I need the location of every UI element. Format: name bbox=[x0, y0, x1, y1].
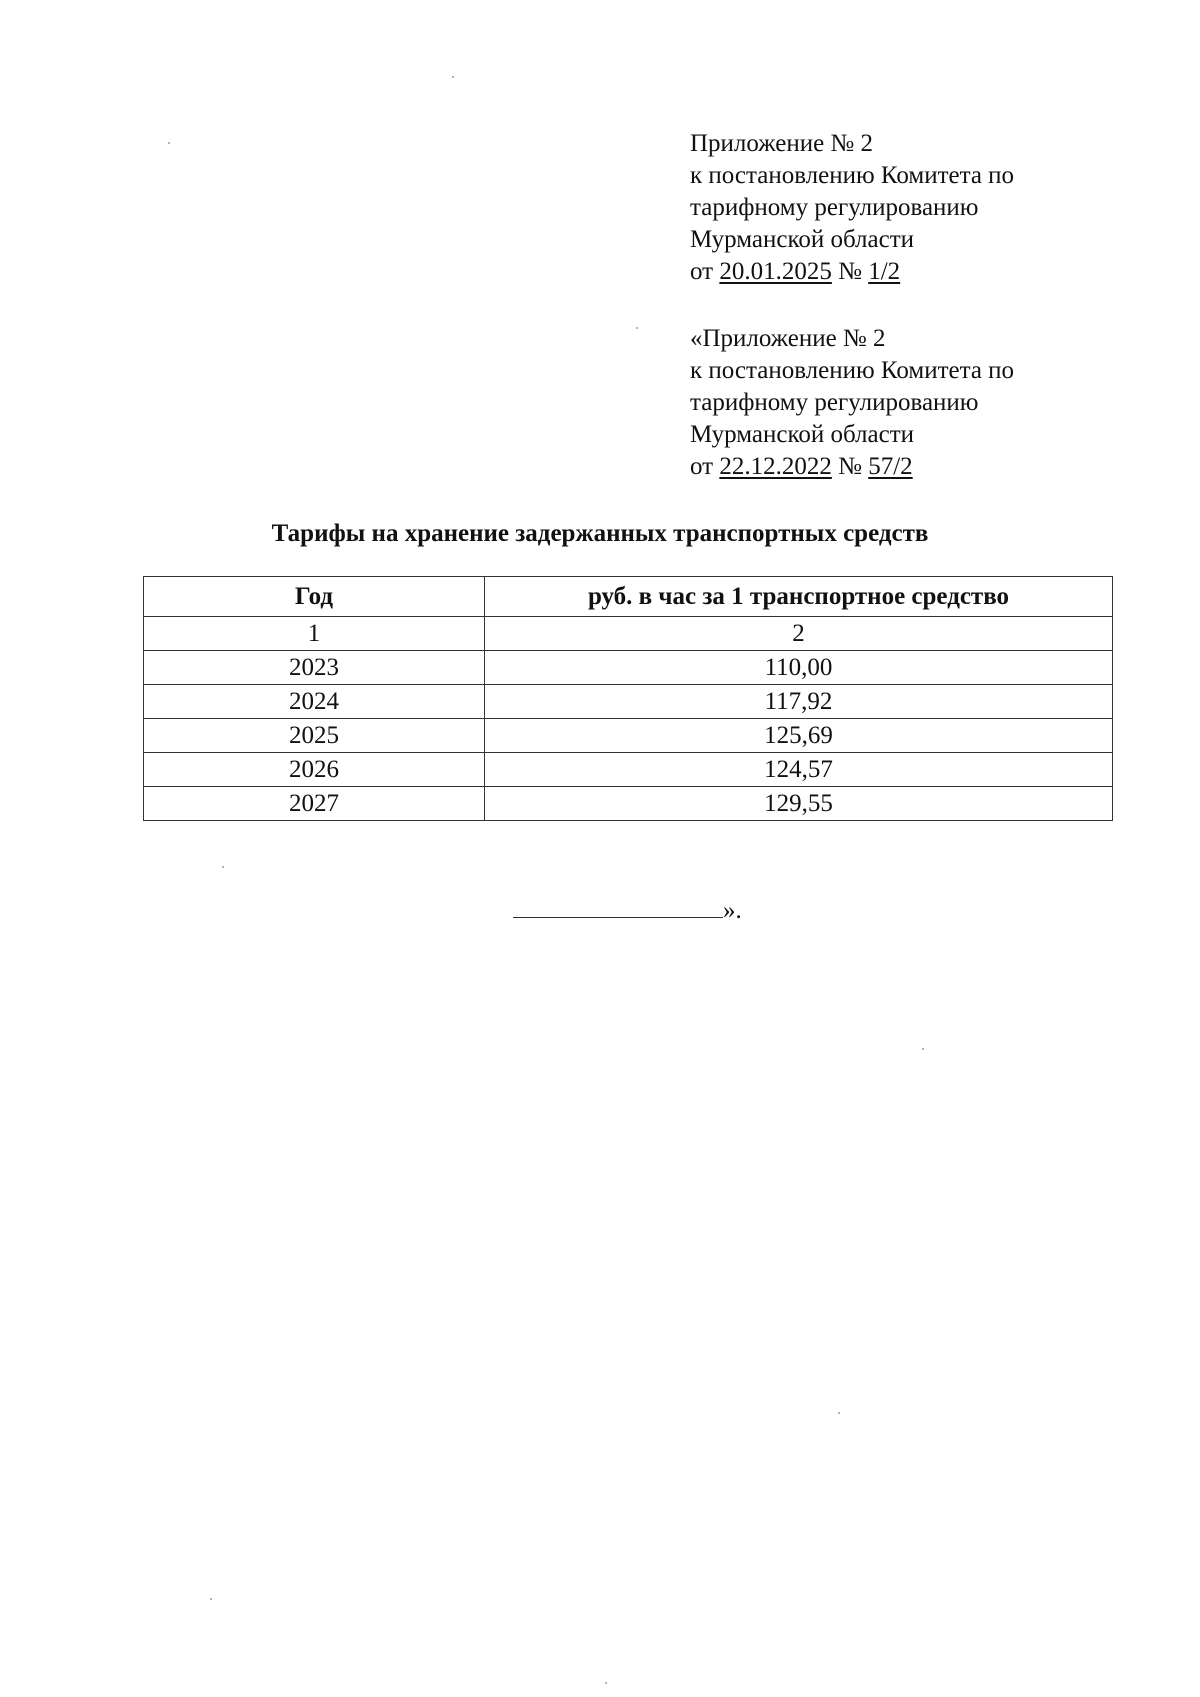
annex-region-line: Мурманской области bbox=[690, 226, 915, 253]
document-title: Тарифы на хранение задержанных транспортных средств bbox=[271, 520, 929, 547]
resolution-number: 57/2 bbox=[868, 453, 913, 480]
tariff-table bbox=[143, 576, 1113, 821]
column-number-1: 1 bbox=[144, 617, 485, 651]
annex-region-line: Мурманской области bbox=[690, 421, 915, 448]
table-row bbox=[144, 787, 1113, 821]
number-sign: № bbox=[838, 258, 862, 285]
annex-header-original bbox=[690, 323, 1014, 483]
table-header-row bbox=[144, 577, 1113, 617]
header-year: Год bbox=[144, 577, 485, 617]
annex-resolution-line: к постановлению Комитета по bbox=[690, 357, 1015, 384]
annex-date-line bbox=[690, 256, 1014, 288]
annex-date-line bbox=[690, 451, 1014, 483]
table-row bbox=[144, 719, 1113, 753]
resolution-date: 20.01.2025 bbox=[719, 258, 832, 285]
table-row bbox=[144, 651, 1113, 685]
scan-speck bbox=[222, 866, 224, 868]
annex-title: Приложение № 2 bbox=[690, 130, 874, 157]
scan-speck bbox=[452, 76, 454, 78]
cell-year: 2024 bbox=[144, 685, 485, 719]
cell-rate: 124,57 bbox=[485, 753, 1113, 787]
cell-rate: 117,92 bbox=[485, 685, 1113, 719]
annex-committee-line: тарифному регулированию bbox=[690, 389, 979, 416]
cell-year: 2026 bbox=[144, 753, 485, 787]
scan-speck bbox=[636, 327, 638, 329]
annex-title: «Приложение № 2 bbox=[690, 325, 886, 352]
annex-header-current bbox=[690, 128, 1014, 288]
date-prefix: от bbox=[690, 258, 714, 285]
scan-speck bbox=[168, 142, 170, 144]
cell-year: 2025 bbox=[144, 719, 485, 753]
cell-rate: 125,69 bbox=[485, 719, 1113, 753]
cell-year: 2023 bbox=[144, 651, 485, 685]
number-sign: № bbox=[838, 453, 862, 480]
cell-rate: 129,55 bbox=[485, 787, 1113, 821]
date-prefix: от bbox=[690, 453, 714, 480]
resolution-number: 1/2 bbox=[868, 258, 901, 285]
scan-speck bbox=[922, 1048, 924, 1050]
closing-line bbox=[513, 893, 742, 927]
table-row bbox=[144, 753, 1113, 787]
annex-committee-line: тарифному регулированию bbox=[690, 194, 979, 221]
annex-resolution-line: к постановлению Комитета по bbox=[690, 162, 1015, 189]
scan-speck bbox=[838, 1412, 840, 1414]
scan-speck bbox=[210, 1598, 212, 1600]
scan-speck bbox=[605, 1682, 607, 1684]
column-number-row bbox=[144, 617, 1113, 651]
header-rate: руб. в час за 1 транспортное средство bbox=[485, 577, 1113, 617]
closing-quote: ». bbox=[723, 897, 742, 924]
column-number-2: 2 bbox=[485, 617, 1113, 651]
table-row bbox=[144, 685, 1113, 719]
cell-rate: 110,00 bbox=[485, 651, 1113, 685]
cell-year: 2027 bbox=[144, 787, 485, 821]
closing-blank-rule bbox=[513, 893, 723, 918]
resolution-date: 22.12.2022 bbox=[719, 453, 832, 480]
